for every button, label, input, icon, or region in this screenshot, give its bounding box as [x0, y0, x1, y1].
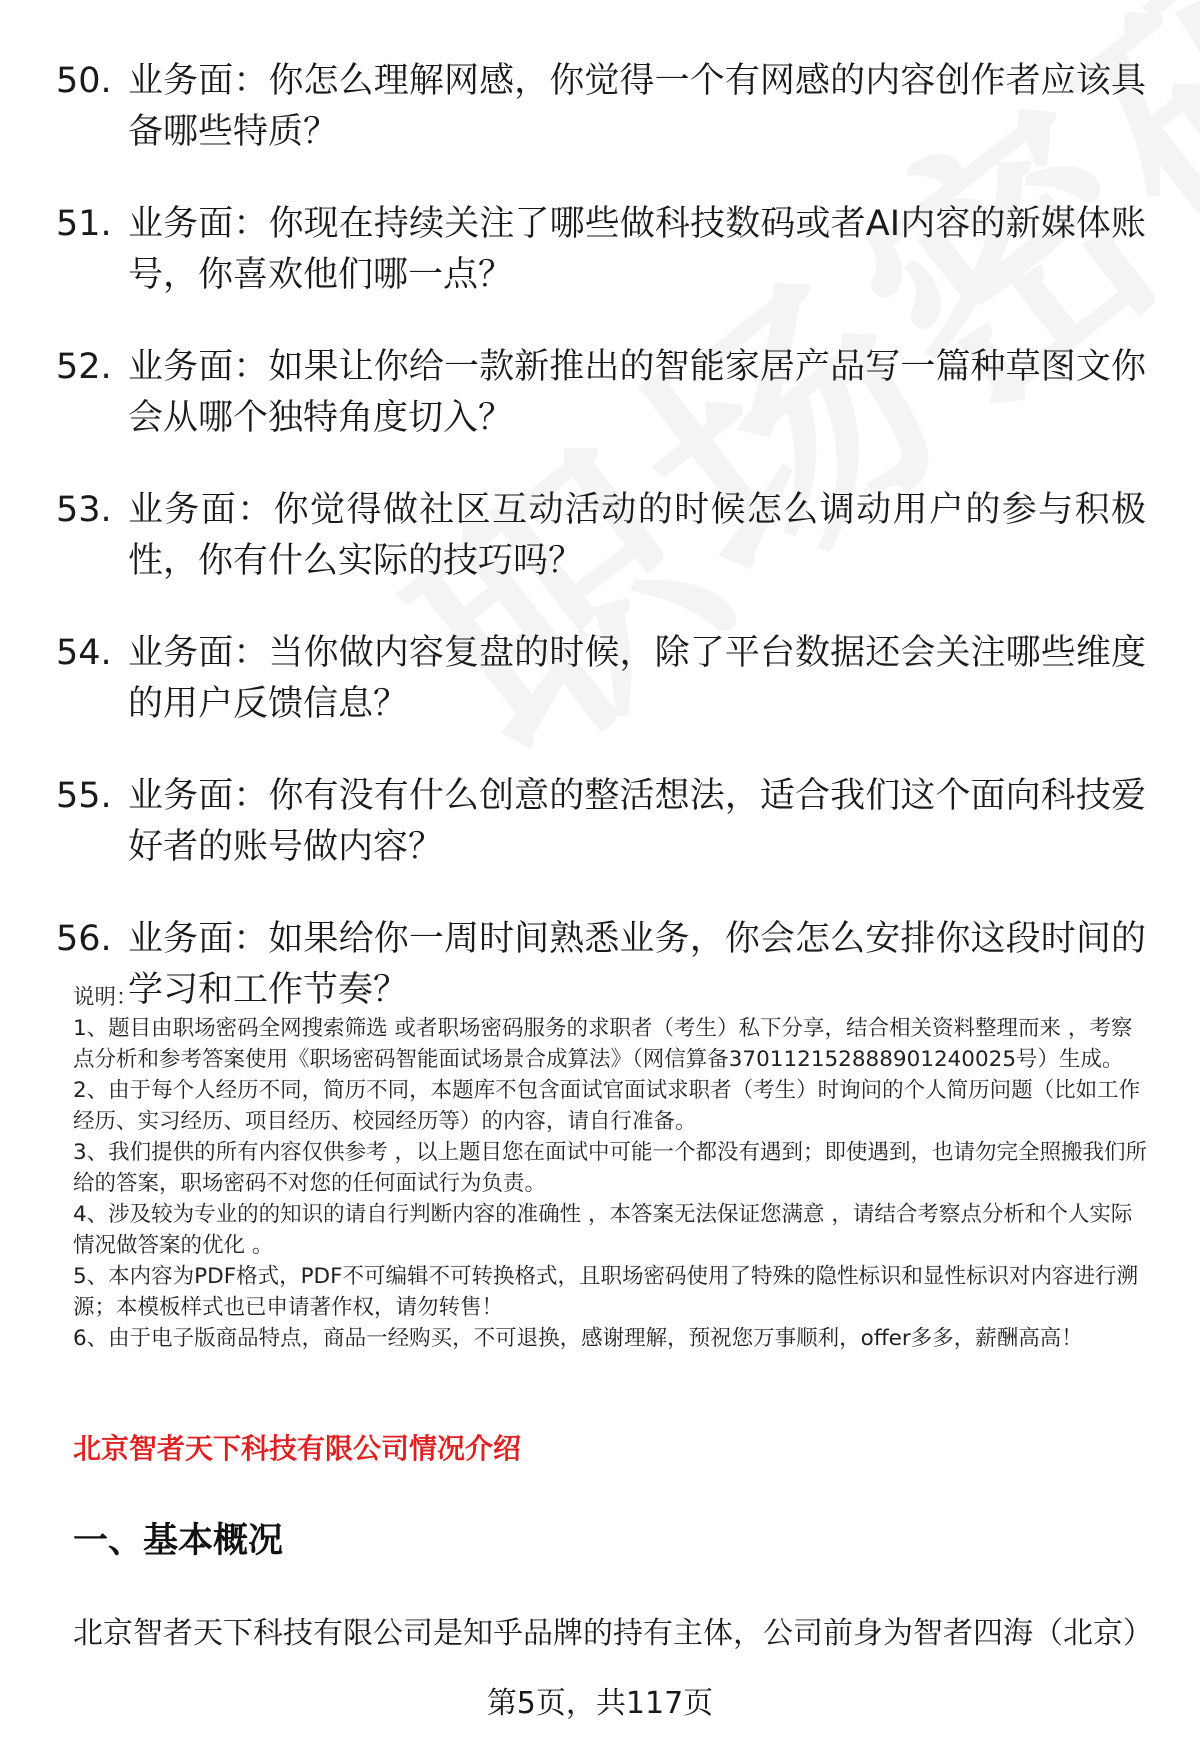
question-item [56, 342, 1146, 444]
question-number: 56. [56, 919, 112, 959]
question-number: 53. [56, 490, 112, 530]
question-text: 业务面：你现在持续关注了哪些做科技数码或者AI内容的新媒体账号，你喜欢他们哪一点？ [128, 204, 1146, 295]
question-text: 业务面：你怎么理解网感，你觉得一个有网感的内容创作者应该具备哪些特质？ [128, 61, 1146, 152]
question-item [56, 485, 1146, 587]
question-list [56, 56, 1146, 1057]
question-text: 业务面：你觉得做社区互动活动的时候怎么调动用户的参与积极性，你有什么实际的技巧吗？ [128, 490, 1146, 581]
question-number: 54. [56, 633, 112, 673]
question-text: 业务面：如果给你一周时间熟悉业务，你会怎么安排你这段时间的学习和工作节奏？ [128, 919, 1146, 1010]
note-item: 2、由于每个人经历不同，简历不同，本题库不包含面试官面试求职者（考生）时询问的个人简历问题（比如工作经历、实习经历、项目经历、校园经历等）的内容，请自行准备。 [73, 1078, 1141, 1134]
notes-heading: 说明： [73, 985, 138, 1010]
note-item: 5、本内容为PDF格式，PDF不可编辑不可转换格式，且职场密码使用了特殊的隐性标识和显性标识对内容进行溯源；本模板样式也已申请著作权，请勿转售！ [73, 1264, 1138, 1320]
note-item: 3、我们提供的所有内容仅供参考 ，以上题目您在面试中可能一个都没有遇到；即使遇到，也请勿完全照搬我们所给的答案，职场密码不对您的任何面试行为负责。 [73, 1140, 1148, 1196]
question-item [56, 199, 1146, 301]
question-item [56, 56, 1146, 158]
note-item: 4、涉及较为专业的的知识的请自行判断内容的准确性 ，本答案无法保证您满意 ，请结合考察点分析和个人实际情况做答案的优化 。 [73, 1202, 1133, 1258]
question-number: 50. [56, 61, 112, 101]
question-item [56, 628, 1146, 730]
question-text: 业务面：如果让你给一款新推出的智能家居产品写一篇种草图文你会从哪个独特角度切入？ [128, 347, 1146, 438]
section-title: 一、基本概况 [73, 1521, 284, 1561]
note-item: 1、题目由职场密码全网搜索筛选 或者职场密码服务的求职者（考生）私下分享，结合相关资料整理而来 ，考察点分析和参考答案使用《职场密码智能面试场景合成算法》（网信算备370112152888901240025号）生成。 [73, 1016, 1133, 1072]
question-number: 51. [56, 204, 112, 244]
question-number: 55. [56, 776, 112, 816]
question-text: 业务面：你有没有什么创意的整活想法，适合我们这个面向科技爱好者的账号做内容？ [128, 776, 1146, 867]
company-title: 北京智者天下科技有限公司情况介绍 [73, 1432, 522, 1465]
page-number: 第5页，共117页 [486, 1686, 714, 1721]
question-number: 52. [56, 347, 112, 387]
notes-section [73, 982, 1153, 1354]
note-item: 6、由于电子版商品特点，商品一经购买，不可退换，感谢理解，预祝您万事顺利，offer多多，薪酬高高！ [73, 1326, 1083, 1351]
question-item [56, 771, 1146, 873]
intro-paragraph: 北京智者天下科技有限公司是知乎品牌的持有主体，公司前身为智者四海（北京） [73, 1616, 1153, 1651]
question-text: 业务面：当你做内容复盘的时候，除了平台数据还会关注哪些维度的用户反馈信息？ [128, 633, 1146, 724]
